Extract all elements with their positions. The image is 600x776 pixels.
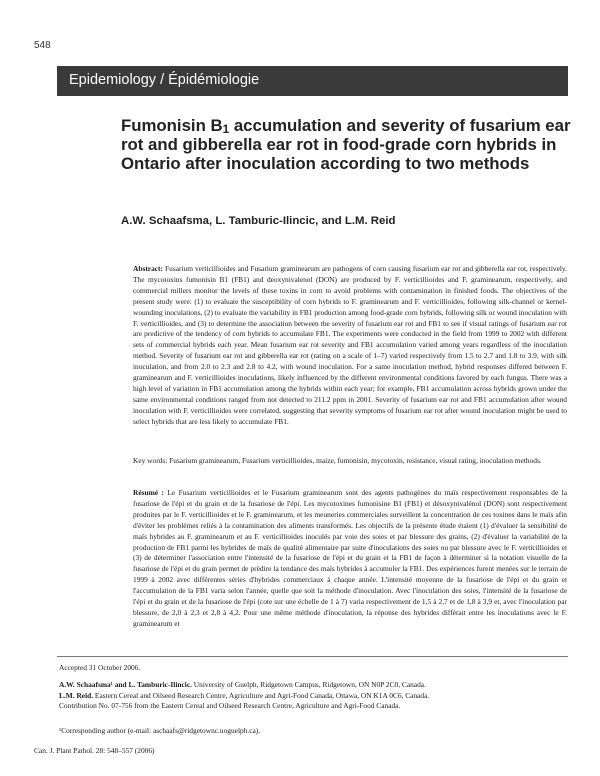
article-title xyxy=(121,116,571,173)
author-list: A.W. Schaafsma, L. Tamburic-Ilincic, and L.M. Reid xyxy=(121,215,396,227)
abstract-text: Fusarium verticillioides and Fusarium graminearum are pathogens of corn causing fusarium ear rot and gibberella ear rot, respectively. The mycotoxins fumonisin B1 (FB1) and deoxynivalenol (DON) are produced by F. verticillioides and F. graminearum, respectively, and commercial millers monitor the levels of these toxins in corn to avoid problems with contamination in finished foods. The objectives of the present study were: (1) to evaluate the susceptibility of corn hybrids to F. graminearum and F. verticillioides, following silk-channel or kernel-wounding inoculations, (2) to evaluate the variability in FB1 production among food-grade corn hybrids, following silk or wound inoculation with F. verticillioides, and (3) to determine the association between the severity of fusarium ear rot and FB1 to see if visual ratings of fusarium ear rot are predictive of the tendency of corn hybrids to accumulate FB1. The experiments were conducted in the field from 1999 to 2002 with different sets of commercial hybrids each year. Mean fusarium ear rot severity and FB1 accumulation varied among years regardless of the inoculation method. Severity of fusarium ear rot and gibberella ear rot (rating on a scale of 1–7) varied respectively from 1.5 to 2.7 and 1.8 to 3.9, with silk inoculation, and from 2.0 to 2.3 and 2.8 to 4.2, with wound inoculation. For a same inoculation method, hybrid responses differed between F. graminearum and F. verticillioides inoculations, likely influenced by the different environmental conditions favored by each fungus. There was a high level of variation in FB1 accumulation among the hybrids within each year; for example, FB1 accumulation across hybrids grown under the same environmental conditions ranged from not detected to 211.2 ppm in 2001. Severity of fusarium ear rot and FB1 accumulation after wound inoculation with F. verticillioides were correlated, suggesting that severity symptoms of fusarium ear rot after wound inoculation might be used to select hybrids that are less likely to accumulate FB1. xyxy=(133,264,567,426)
title-start: Fumonisin B xyxy=(121,116,223,135)
affiliation-2-name: L.M. Reid. xyxy=(59,690,94,700)
footer-divider xyxy=(57,656,568,657)
resume-paragraph xyxy=(133,488,567,630)
keywords-paragraph xyxy=(133,456,567,467)
section-label: Epidemiology / Épidémiologie xyxy=(69,72,260,88)
section-banner xyxy=(57,66,568,96)
contribution-note: Contribution No. 07-756 from the Eastern Cereal and Oilseed Research Centre, Agriculture and Agri-Food Canada. xyxy=(59,701,401,710)
abstract-paragraph xyxy=(133,264,567,428)
corresponding-author: ¹Corresponding author (e-mail: aschaafs@ridgetownc.uoguelph.ca). xyxy=(59,726,261,735)
affiliation-1-text: University of Guelph, Ridgetown Campus, Ridgetown, ON N0P 2C0, Canada. xyxy=(191,680,426,689)
page-number: 548 xyxy=(34,40,51,51)
accepted-date: Accepted 31 October 2006. xyxy=(59,663,141,672)
resume-text: Le Fusarium verticillioides et le Fusarium graminearum sont des agents pathogènes du maïs respectivement responsables de la fusariose de l'épi et du grain et de la fusariose de l'épi. Les mycotoxines fumonisine B1 (FB1) et désoxynivalénol (DON) sont respectivement produites par le F. verticillioides et le F. graminearum, et les meuneries commerciales surveillent la concentration de ces toxines dans le maïs afin d'éviter les problèmes reliés à la contamination des aliments transformés. Les objectifs de la présente étude étaient (1) d'évaluer la sensibilité de maïs hybrides au F. graminearum et au F. verticillioides inoculés par voie des soies et par blessure des grains, (2) d'évaluer la variabilité de la production de FB1 parmi les hybrides de maïs de qualité alimentaire par suite d'inoculations des soies ou par blessure avec le F. verticillioides et (3) de déterminer l'association entre l'intensité de la fusariose de l'épi et du grain et la FB1 de façon à déterminer si la notation visuelle de la fusariose de l'épi et du grain permet de prédire la tendance des maïs hybrides à accumuler la FB1. Des expériences furent menées sur le terrain de 1999 à 2002 avec différentes séries d'hybrides commerciaux à chaque année. L'intensité moyenne de la fusariose de l'épi et du grain et l'accumulation de la FB1 varia selon l'année, quelle que soit la méthode d'inoculation. Avec l'inoculation des soies, l'intensité de la fusariose de l'épi et du grain et de la fusariose de l'épi (cote sur une échelle de 1 à 7) varia respectivement de 1,5 à 2,7 et de 1,8 à 3,9 et, avec l'inoculation par blessure, de 2,0 à 2,3 et 2,8 à 4,2. Pour une même méthode d'inoculation, la réponse des hybrides différait entre les inoculations avec le F. graminearum et xyxy=(133,488,567,628)
journal-citation: Can. J. Plant Pathol. 28: 548–557 (2006) xyxy=(34,746,155,755)
keywords-text: Fusarium graminearum, Fusarium verticillioides, maize, fumonisin, mycotoxin, resistance, visual rating, inoculation methods. xyxy=(169,456,542,465)
title-rest: accumulation and severity of fusarium ear rot and gibberella ear rot in food-grade corn hybrids in Ontario after inoculation according to two methods xyxy=(121,116,571,173)
keywords-label: Key words: xyxy=(133,456,168,465)
title-subscript: 1 xyxy=(222,123,230,136)
affiliation-1-names: A.W. Schaafsma¹ and L. Tamburic-Ilincic. xyxy=(59,680,192,689)
resume-label: Résumé : xyxy=(133,488,164,497)
abstract-label: Abstract: xyxy=(133,264,163,273)
affiliations xyxy=(59,680,568,712)
affiliation-2-text: Eastern Cereal and Oilseed Research Centre, Agriculture and Agri-Food Canada, Ottawa, ON K1A 0C6, Canada. xyxy=(93,690,430,700)
